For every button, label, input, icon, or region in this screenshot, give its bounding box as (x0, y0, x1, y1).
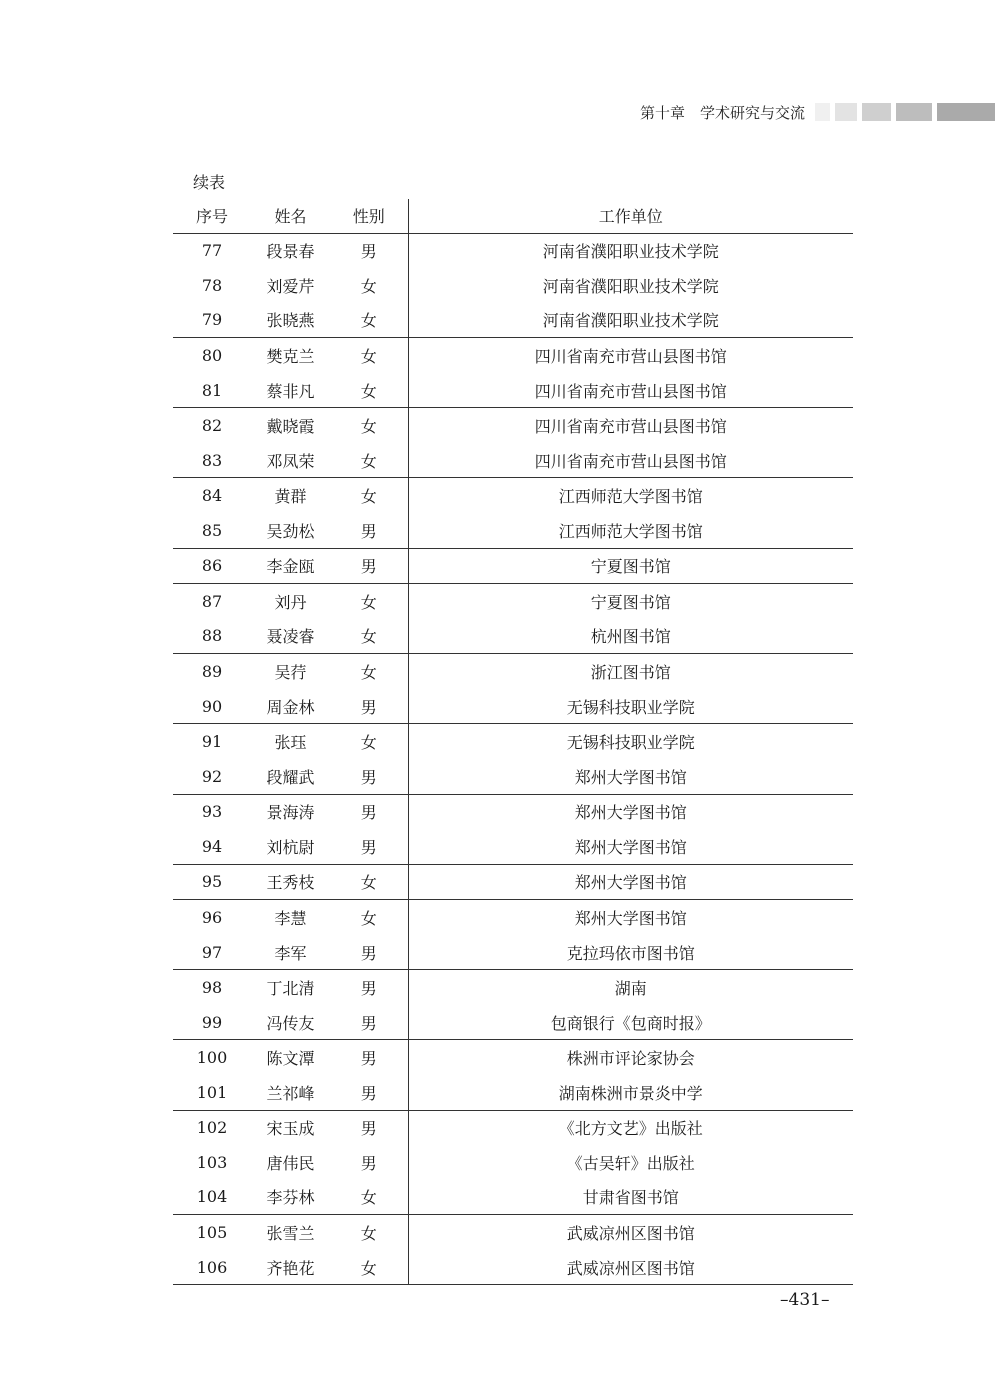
cell-org: 四川省南充市营山县图书馆 (408, 338, 853, 373)
cell-name: 宋玉成 (251, 1110, 330, 1145)
cell-sex: 女 (330, 724, 408, 759)
cell-sex: 男 (330, 1075, 408, 1110)
cell-no: 105 (173, 1215, 251, 1250)
cell-no: 83 (201, 450, 223, 470)
page-number: –431– (780, 1290, 830, 1310)
table-row (173, 619, 853, 654)
cell-name: 刘杭尉 (266, 837, 315, 857)
cell-no: 87 (173, 584, 251, 619)
cell-sex: 女 (330, 268, 408, 303)
table-row (173, 1005, 853, 1040)
cell-org: 无锡科技职业学院 (566, 697, 695, 717)
cell-org: 无锡科技职业学院 (408, 724, 853, 759)
table-row (173, 478, 853, 513)
cell-org: 郑州大学图书馆 (574, 767, 687, 787)
table-row (173, 759, 853, 794)
cell-org: 湖南株洲市景炎中学 (558, 1083, 703, 1103)
decoration-bar (862, 103, 891, 121)
table-row (173, 443, 853, 478)
table-row (173, 794, 853, 829)
cell-name: 吴劲松 (266, 521, 315, 541)
cell-org: 宁夏图书馆 (408, 584, 853, 619)
cell-org: 克拉玛依市图书馆 (566, 943, 695, 963)
table-row (173, 373, 853, 408)
cell-sex: 女 (330, 443, 408, 478)
cell-no: 86 (173, 548, 251, 584)
header-decoration-bars (815, 103, 995, 121)
cell-sex: 男 (330, 689, 408, 724)
cell-name: 张晓燕 (266, 311, 315, 331)
column-header-name: 姓名 (251, 199, 330, 233)
cell-org: 四川省南充市营山县图书馆 (534, 451, 727, 471)
cell-name: 张珏 (251, 724, 330, 759)
cell-no: 94 (201, 836, 223, 856)
cell-sex: 女 (330, 619, 408, 654)
cell-org: 郑州大学图书馆 (408, 900, 853, 935)
cell-name: 李慧 (251, 900, 330, 935)
cell-sex: 男 (330, 1040, 408, 1075)
cell-sex: 男 (330, 233, 408, 268)
cell-name: 段耀武 (266, 767, 315, 787)
cell-no: 89 (173, 654, 251, 689)
cell-sex: 女 (330, 1250, 408, 1285)
cell-no: 103 (196, 1152, 228, 1172)
cell-org: 宁夏图书馆 (408, 548, 853, 584)
cell-sex: 女 (330, 1180, 408, 1215)
cell-org: 四川省南充市营山县图书馆 (408, 408, 853, 443)
cell-sex: 男 (330, 1005, 408, 1040)
cell-no: 102 (173, 1110, 251, 1145)
decoration-bar (815, 103, 830, 121)
cell-name: 李芬林 (266, 1188, 315, 1208)
cell-name: 刘丹 (251, 584, 330, 619)
staff-table (173, 199, 853, 1285)
table-row (173, 233, 853, 268)
decoration-bar (937, 103, 995, 121)
cell-sex: 男 (330, 935, 408, 970)
cell-org: 《古吴轩》出版社 (566, 1153, 695, 1173)
chapter-title: 第十章 学术研究与交流 (640, 103, 806, 122)
cell-sex: 男 (330, 1110, 408, 1145)
table-header-row (173, 199, 853, 233)
cell-name: 兰祁峰 (266, 1083, 315, 1103)
cell-name: 黄群 (251, 478, 330, 513)
cell-org: 郑州大学图书馆 (408, 864, 853, 900)
running-header (640, 101, 995, 123)
cell-org: 河南省濮阳职业技术学院 (542, 311, 719, 331)
cell-sex: 男 (330, 970, 408, 1005)
cell-name: 邓凤荣 (266, 451, 315, 471)
cell-org: 河南省濮阳职业技术学院 (542, 242, 719, 262)
cell-no: 78 (201, 275, 223, 295)
cell-name: 李金瓯 (251, 548, 330, 584)
cell-no: 97 (201, 942, 223, 962)
table-row (173, 654, 853, 689)
cell-org: 江西师范大学图书馆 (408, 478, 853, 513)
cell-name: 樊克兰 (251, 338, 330, 373)
table-row (173, 303, 853, 338)
cell-no: 80 (173, 338, 251, 373)
cell-name: 聂凌睿 (266, 627, 315, 647)
cell-name: 丁北清 (251, 970, 330, 1005)
cell-no: 96 (173, 900, 251, 935)
cell-sex: 女 (330, 1215, 408, 1250)
cell-org: 杭州图书馆 (590, 627, 671, 647)
cell-sex: 男 (330, 548, 408, 584)
column-header-no: 序号 (173, 199, 251, 233)
table-row (173, 724, 853, 759)
table-body (173, 233, 853, 1285)
cell-sex: 女 (330, 373, 408, 408)
cell-name: 吴荇 (251, 654, 330, 689)
cell-org: 武威凉州区图书馆 (408, 1250, 853, 1285)
cell-no: 88 (201, 626, 223, 646)
table-row (173, 1075, 853, 1110)
cell-sex: 女 (330, 303, 408, 338)
cell-sex: 女 (330, 864, 408, 900)
cell-no: 95 (173, 864, 251, 900)
cell-org: 湖南 (408, 970, 853, 1005)
cell-name: 冯传友 (266, 1013, 315, 1033)
cell-org: 郑州大学图书馆 (408, 794, 853, 829)
column-header-sex: 性别 (330, 199, 408, 233)
cell-name: 唐伟民 (266, 1153, 315, 1173)
table-row (173, 1110, 853, 1145)
cell-no: 90 (201, 696, 223, 716)
decoration-bar (896, 103, 932, 121)
table-caption: 续表 (193, 173, 226, 192)
column-header-org: 工作单位 (408, 199, 853, 233)
cell-sex: 女 (330, 654, 408, 689)
cell-no: 106 (173, 1250, 251, 1285)
cell-name: 段景春 (266, 242, 315, 262)
cell-no: 77 (201, 241, 223, 261)
cell-org: 《北方文艺》出版社 (408, 1110, 853, 1145)
cell-name: 陈文潭 (251, 1040, 330, 1075)
table-row (173, 864, 853, 900)
cell-sex: 男 (330, 1145, 408, 1180)
cell-no: 92 (201, 766, 223, 786)
cell-name: 王秀枝 (251, 864, 330, 900)
cell-no: 91 (173, 724, 251, 759)
cell-org: 四川省南充市营山县图书馆 (534, 381, 727, 401)
cell-no: 79 (201, 310, 223, 330)
table-row (173, 1040, 853, 1075)
cell-org: 郑州大学图书馆 (574, 837, 687, 857)
cell-no: 104 (196, 1187, 228, 1207)
cell-no: 93 (173, 794, 251, 829)
table-row (173, 1250, 853, 1285)
decoration-bar (835, 103, 857, 121)
cell-name: 戴晓霞 (251, 408, 330, 443)
table-row (173, 548, 853, 584)
cell-no: 81 (201, 380, 223, 400)
cell-no: 100 (173, 1040, 251, 1075)
cell-no: 82 (173, 408, 251, 443)
cell-no: 99 (201, 1012, 223, 1032)
cell-sex: 女 (330, 338, 408, 373)
table-row (173, 1215, 853, 1250)
table-row (173, 900, 853, 935)
cell-org: 河南省濮阳职业技术学院 (542, 276, 719, 296)
cell-name: 李军 (274, 943, 307, 963)
table-row (173, 970, 853, 1005)
table-row (173, 1145, 853, 1180)
cell-org: 江西师范大学图书馆 (558, 521, 703, 541)
cell-sex: 女 (330, 584, 408, 619)
table-row (173, 829, 853, 864)
cell-org: 浙江图书馆 (408, 654, 853, 689)
cell-no: 85 (201, 520, 223, 540)
table-row (173, 268, 853, 303)
table-row (173, 935, 853, 970)
cell-name: 张雪兰 (251, 1215, 330, 1250)
cell-no: 101 (196, 1082, 228, 1102)
cell-no: 84 (173, 478, 251, 513)
table-row (173, 1180, 853, 1215)
cell-sex: 女 (330, 408, 408, 443)
cell-name: 刘爱芹 (266, 276, 315, 296)
table-row (173, 513, 853, 548)
cell-org: 株洲市评论家协会 (408, 1040, 853, 1075)
cell-org: 甘肃省图书馆 (582, 1188, 679, 1208)
cell-sex: 男 (330, 829, 408, 864)
cell-name: 景海涛 (251, 794, 330, 829)
cell-sex: 女 (330, 478, 408, 513)
cell-name: 齐艳花 (251, 1250, 330, 1285)
cell-sex: 女 (330, 900, 408, 935)
cell-sex: 男 (330, 513, 408, 548)
table-row (173, 338, 853, 373)
cell-sex: 男 (330, 794, 408, 829)
cell-no: 98 (173, 970, 251, 1005)
cell-name: 周金林 (266, 697, 315, 717)
table-row (173, 584, 853, 619)
cell-org: 武威凉州区图书馆 (408, 1215, 853, 1250)
cell-name: 蔡非凡 (266, 381, 315, 401)
cell-sex: 男 (330, 759, 408, 794)
table-row (173, 408, 853, 443)
table-row (173, 689, 853, 724)
cell-org: 包商银行《包商时报》 (550, 1013, 711, 1033)
